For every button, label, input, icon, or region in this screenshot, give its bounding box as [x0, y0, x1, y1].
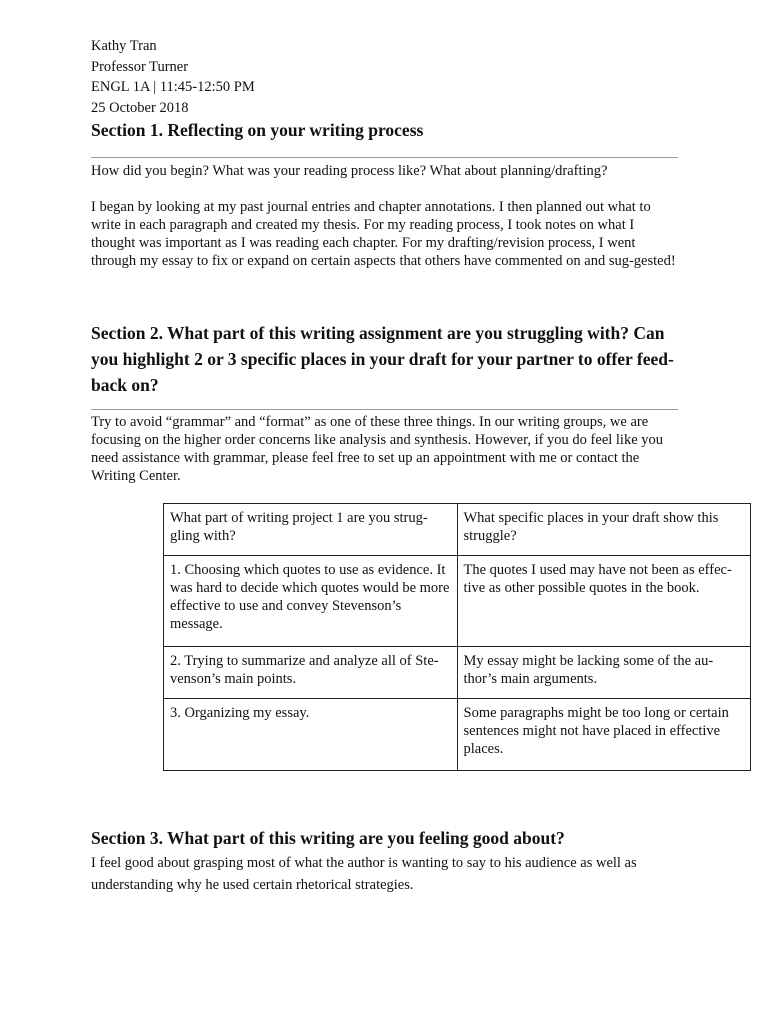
section-2-heading: Section 2. What part of this writing assignment are you struggling with? Can you highlight 2 or 3 specific places in your draft for your partner to offer feed-back on? — [91, 323, 674, 395]
section-2-prompt: Try to avoid “grammar” and “format” as one of these three things. In our writing groups, we are focusing on the higher order concerns like analysis and synthesis. However, if you do feel like you need assistance with grammar, please feel free to set up an appointment with me or contact the Writing Center. — [91, 414, 664, 484]
course-info: ENGL 1A | 11:45-12:50 PM — [91, 79, 255, 95]
table-cell: The quotes I used may have not been as effec-tive as other possible quotes in the book. — [457, 556, 751, 647]
table-row — [164, 556, 751, 647]
section-2-divider — [91, 409, 678, 410]
table-header-cell: What specific places in your draft show this struggle? — [457, 504, 751, 556]
table-cell: 2. Trying to summarize and analyze all of Ste-venson’s main points. — [164, 647, 458, 699]
table-cell: My essay might be lacking some of the au-thor’s main arguments. — [457, 647, 751, 699]
table-row — [164, 699, 751, 771]
section-1-prompt: How did you begin? What was your reading process like? What about planning/drafting? — [91, 163, 608, 179]
table-header-row — [164, 504, 751, 556]
table-cell: 1. Choosing which quotes to use as evidence. It was hard to decide which quotes would be more effective to use and convey Stevenson’s message. — [164, 556, 458, 647]
professor-name: Professor Turner — [91, 58, 189, 75]
document-date: 25 October 2018 — [91, 99, 189, 116]
student-name: Kathy Tran — [91, 38, 157, 54]
section-1-divider — [91, 157, 678, 158]
table-cell: Some paragraphs might be too long or certain sentences might not have placed in effective places. — [457, 699, 751, 771]
table-header-cell: What part of writing project 1 are you strug-gling with? — [164, 504, 458, 556]
section-3-heading: Section 3. What part of this writing are you feeling good about? — [91, 828, 565, 848]
table-cell: 3. Organizing my essay. — [164, 699, 458, 771]
table-row — [164, 647, 751, 699]
header-block — [91, 36, 255, 118]
section-1-answer: I began by looking at my past journal entries and chapter annotations. I then planned out what to write in each paragraph and created my thesis. For my reading process, I took notes on what I thought was important as I was reading each chapter. For my drafting/revision process, I went through my essay to fix or expand on certain aspects that others have commented on and sug-gested! — [91, 199, 676, 269]
section-3-answer: I feel good about grasping most of what the author is wanting to say to his audience as well as understanding why he used certain rhetorical strategies. — [91, 855, 637, 893]
struggle-table — [163, 503, 751, 771]
section-1-heading: Section 1. Reflecting on your writing process — [91, 120, 424, 140]
